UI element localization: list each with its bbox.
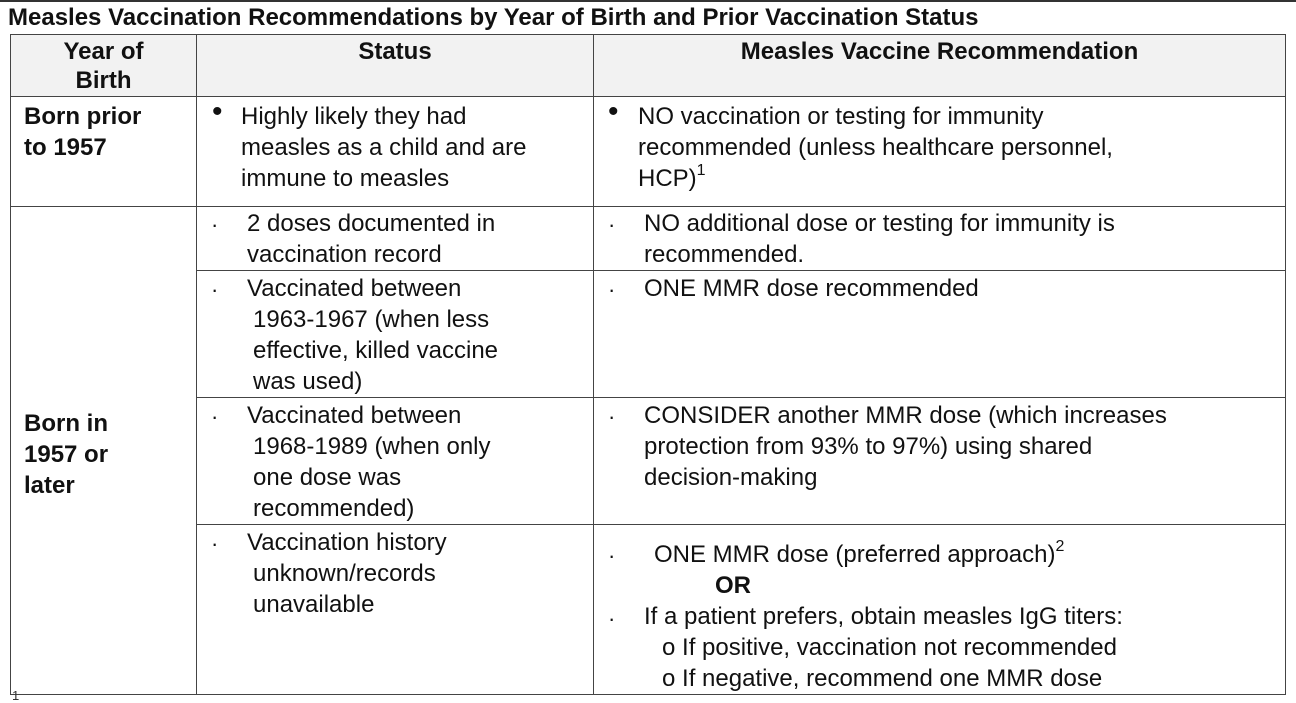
bullet: · (608, 543, 616, 568)
bullet: · (608, 404, 616, 429)
status-cell (197, 207, 594, 271)
bullet: · (608, 212, 616, 237)
bullet: · (211, 531, 219, 556)
text-line: measles as a child and are (241, 134, 527, 161)
text-line: CONSIDER another MMR dose (which increases (644, 402, 1167, 429)
year-cell-1957-or-later (11, 207, 197, 695)
table-row (11, 207, 1286, 271)
text-line: recommended. (644, 241, 805, 268)
top-border-line (0, 0, 1296, 2)
recommendation-cell (594, 398, 1286, 525)
text-line: 2 doses documented in (247, 210, 496, 237)
text-line: decision-making (644, 464, 818, 491)
bullet: · (608, 606, 616, 631)
footnote-marker: 2 (1055, 538, 1065, 555)
status-text (197, 207, 593, 270)
text-line: protection from 93% to 97%) using shared (644, 433, 1093, 460)
bullet: • (608, 95, 619, 128)
page-title: Measles Vaccination Recommendations by Year of Birth and Prior Vaccination Status (8, 4, 979, 31)
text-line: HCP) (638, 165, 697, 192)
status-text (197, 271, 593, 397)
table-header-row (11, 35, 1286, 97)
recommendation-text (594, 398, 1285, 493)
year-line: later (24, 472, 75, 499)
text-line: Vaccinated between (247, 275, 462, 302)
sub-item (594, 632, 1285, 663)
bullet: · (211, 404, 219, 429)
year-line: Born in (24, 410, 108, 437)
recommendation-second (594, 601, 1285, 632)
text-line: NO vaccination or testing for immunity (638, 103, 1044, 130)
text-line: one dose was (253, 464, 402, 491)
header-year-of-birth (11, 35, 197, 97)
header-status (197, 35, 594, 97)
table-row (11, 398, 1286, 525)
status-cell (197, 271, 594, 398)
bullet: • (212, 95, 223, 128)
circle-bullet: o (662, 665, 676, 692)
text-line: was used) (253, 368, 363, 395)
text-line: 1963-1967 (when less (253, 306, 490, 333)
text-line: Vaccinated between (247, 402, 462, 429)
text-line: immune to measles (241, 165, 450, 192)
status-text (197, 398, 593, 524)
text-line: vaccination record (247, 241, 442, 268)
text-line: If negative, recommend one MMR dose (682, 665, 1103, 692)
header-recommendation-label: Measles Vaccine Recommendation (740, 38, 1139, 65)
year-line: 1957 or (24, 441, 109, 468)
text-line: Vaccination history (247, 529, 447, 556)
circle-bullet: o (662, 634, 676, 661)
status-cell (197, 398, 594, 525)
recommendation-cell (594, 97, 1286, 207)
status-cell (197, 525, 594, 695)
header-recommendation (594, 35, 1286, 97)
text-line: unknown/records (253, 560, 436, 587)
recommendation-text (594, 207, 1285, 270)
text-line: Highly likely they had (241, 103, 467, 130)
table-row (11, 271, 1286, 398)
recommendation-cell (594, 207, 1286, 271)
text-line: effective, killed vaccine (253, 337, 499, 364)
or-label: OR (715, 572, 751, 599)
bullet: · (608, 277, 616, 302)
text-line: recommended (unless healthcare personnel, (638, 134, 1113, 161)
recommendation-text (594, 97, 1285, 194)
bullet: · (211, 277, 219, 302)
text-line: unavailable (253, 591, 375, 618)
status-text (197, 525, 593, 620)
recommendations-table (10, 34, 1286, 695)
text-line: If a patient prefers, obtain measles IgG titers: (644, 603, 1123, 630)
year-line: Born prior (24, 103, 142, 130)
footnote-mark: 1 (12, 688, 20, 703)
table-row (11, 97, 1286, 207)
recommendation-first (594, 525, 1285, 570)
text-line: recommended) (253, 495, 415, 522)
footnote-marker: 1 (696, 162, 706, 179)
header-status-label: Status (358, 38, 432, 65)
header-year-line1: Year of (63, 38, 144, 65)
text-line: NO additional dose or testing for immunity is (644, 210, 1115, 237)
bullet: · (211, 212, 219, 237)
text-line: ONE MMR dose (preferred approach) (654, 541, 1056, 568)
recommendation-text (594, 271, 1285, 304)
status-cell (197, 97, 594, 207)
recommendation-cell (594, 525, 1286, 695)
status-text (197, 97, 593, 194)
recommendation-cell (594, 271, 1286, 398)
text-line: 1968-1989 (when only (253, 433, 491, 460)
header-year-line2: Birth (75, 67, 132, 94)
sub-item (594, 663, 1285, 694)
text-line: If positive, vaccination not recommended (682, 634, 1117, 661)
text-line: ONE MMR dose recommended (644, 275, 979, 302)
year-cell-prior-1957 (11, 97, 197, 207)
year-line: to 1957 (24, 134, 107, 161)
table-row (11, 525, 1286, 695)
